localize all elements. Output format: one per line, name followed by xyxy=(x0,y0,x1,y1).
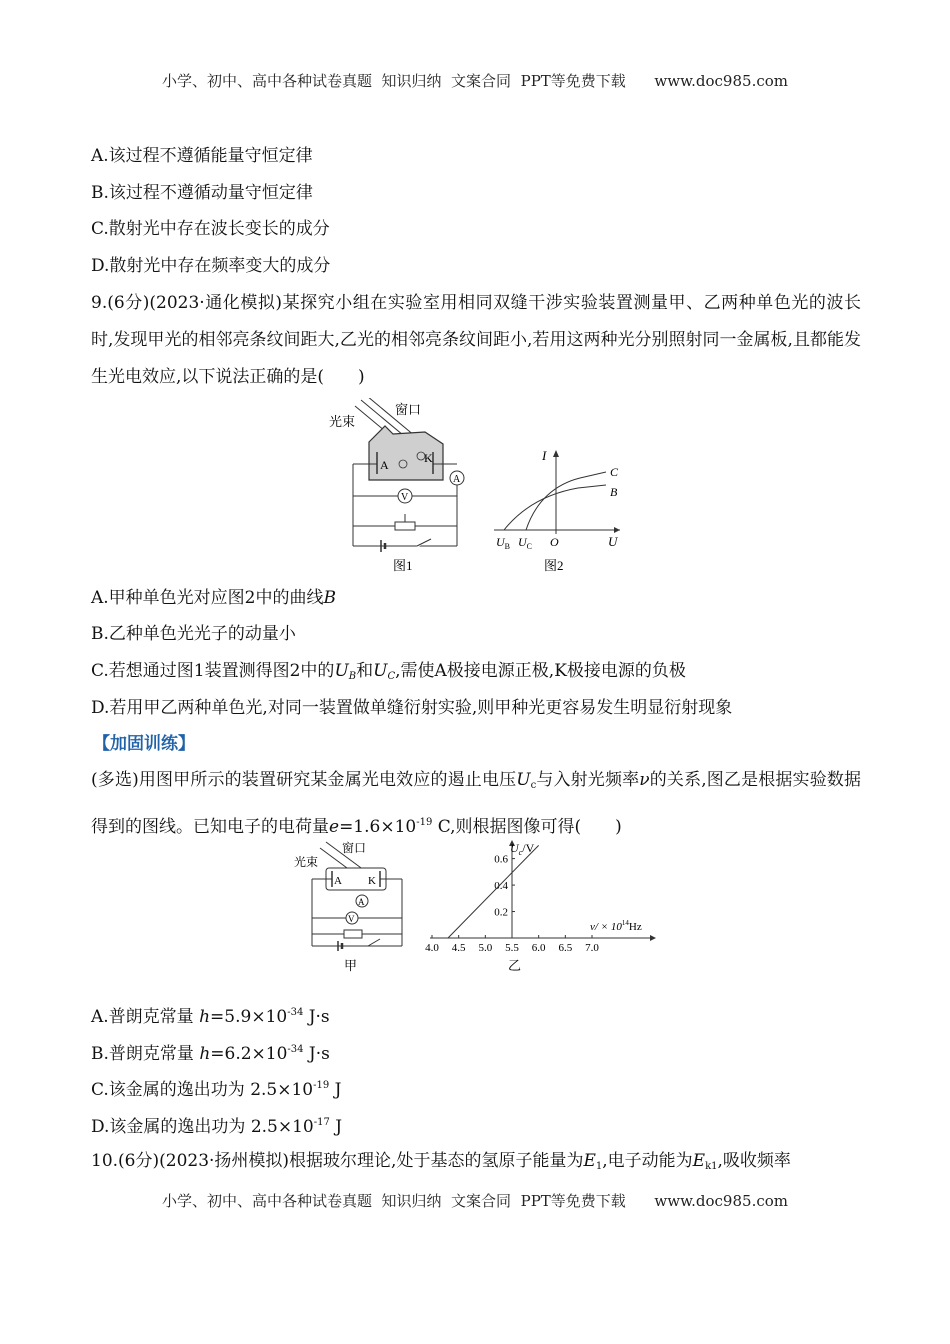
reinforce-option-b: B.普朗克常量 $h=6.2\times 10^{-34}$ J·s xyxy=(91,1044,330,1064)
x-tick-label: 6.0 xyxy=(531,942,546,954)
q9-figure-1 xyxy=(325,398,475,576)
cathode-label: K xyxy=(424,451,433,465)
x-tick-label: 4.5 xyxy=(451,942,466,954)
x-axis-label: $\nu/ \times 10^{14}Hz$ xyxy=(590,919,642,933)
q9-option-b: B.乙种单色光光子的动量小 xyxy=(91,624,296,644)
reinforce-option-d: D.该金属的逸出功为 $2.5\times 10^{-17}$ J xyxy=(91,1117,343,1137)
uc-label: $U_C$ xyxy=(518,535,533,551)
uc-frequency-chart xyxy=(420,838,660,978)
curve-c-label: C xyxy=(610,465,619,479)
q10-stem: 10.(6分)(2023·扬州模拟)根据玻尔理论,处于基态的氢原子能量为$E_1$,电子动能为$E_{k1}$,吸收频率 xyxy=(91,1151,791,1172)
anode-label: A xyxy=(334,875,342,887)
reinforce-option-a: A.普朗克常量 $h=5.9\times 10^{-34}$ J·s xyxy=(91,1007,330,1027)
ub-label: $U_B$ xyxy=(496,535,511,551)
voltmeter-label: V xyxy=(348,914,355,924)
anode-label: A xyxy=(380,458,389,472)
ammeter-label: A xyxy=(453,474,461,485)
x-axis-arrow xyxy=(650,935,656,941)
y-axis-label: $U_c/V$ xyxy=(510,841,535,857)
q9-figure-2 xyxy=(490,448,630,578)
i-axis-label: I xyxy=(542,448,547,463)
y-tick-label: 0.6 xyxy=(494,853,508,866)
q9-option-d: D.若用甲乙两种单色光,对同一装置做单缝衍射实验,则甲种光更容易发生明显衍射现象 xyxy=(91,698,733,718)
origin-label: O xyxy=(550,535,559,549)
curve-b xyxy=(504,485,606,530)
light-beam-label: 光束 xyxy=(294,855,319,869)
page-header: 小学、初中、高中各种试卷真题 知识归纳 文案合同 PPT等免费下载 www.doc985.com xyxy=(161,72,788,90)
figure-2-caption: 图2 xyxy=(544,558,564,573)
reinforce-option-c: C.该金属的逸出功为 $2.5\times 10^{-19}$ J xyxy=(91,1080,342,1100)
reinforce-title: 【加固训练】 xyxy=(93,734,195,754)
cathode-label: K xyxy=(368,875,376,887)
figure-1-caption: 图1 xyxy=(393,558,413,573)
light-beam-label: 光束 xyxy=(329,414,356,429)
y-tick-label: 0.4 xyxy=(494,880,508,893)
x-tick-label: 4.0 xyxy=(425,942,439,954)
q8-option-a: A.该过程不遵循能量守恒定律 xyxy=(91,146,313,166)
voltmeter-label: V xyxy=(401,492,409,503)
switch-icon xyxy=(417,539,431,546)
x-tick-label: 5.0 xyxy=(478,942,493,954)
x-tick-label: 7.0 xyxy=(585,942,599,954)
u-axis-arrow xyxy=(614,527,620,533)
i-axis-arrow xyxy=(553,450,559,457)
reinforce-figure-jia xyxy=(292,838,412,978)
switch-icon xyxy=(368,939,380,946)
curve-b-label: B xyxy=(610,485,618,499)
figure-jia-caption: 甲 xyxy=(344,958,358,973)
ammeter-label: A xyxy=(358,897,365,907)
u-axis-label: U xyxy=(608,534,618,549)
reinforce-stem: (多选)用图甲所示的装置研究某金属光电效应的遏止电压$U_c$与入射光频率ν的关系,图乙是根据实验数据得到的图线。已知电子的电荷量$e=1.6\times 10^{-19}$ C,则根据图像可得( ) xyxy=(91,770,862,837)
rheostat-icon xyxy=(395,522,415,530)
q8-option-b: B.该过程不遵循动量守恒定律 xyxy=(91,183,313,203)
x-tick-label: 6.5 xyxy=(558,942,573,954)
q8-option-d: D.散射光中存在频率变大的成分 xyxy=(91,256,331,276)
q9-stem: 9.(6分)(2023·通化模拟)某探究小组在实验室用相同双缝干涉实验装置测量甲、乙两种单色光的波长时,发现甲光的相邻亮条纹间距大,乙光的相邻亮条纹间距小,若用这两种光分别照射同一金属板,且都能发生光电效应,以下说法正确的是( ) xyxy=(91,293,861,387)
window-label: 窗口 xyxy=(395,402,422,417)
page-footer: 小学、初中、高中各种试卷真题 知识归纳 文案合同 PPT等免费下载 www.doc985.com xyxy=(161,1192,788,1210)
q9-option-a: A.甲种单色光对应图2中的曲线B xyxy=(91,588,336,608)
y-tick-label: 0.2 xyxy=(494,906,508,919)
window-label: 窗口 xyxy=(342,841,367,855)
figure-yi-caption: 乙 xyxy=(508,958,522,973)
x-tick-label: 5.5 xyxy=(505,942,519,954)
rheostat-icon xyxy=(344,930,362,938)
q8-option-c: C.散射光中存在波长变长的成分 xyxy=(91,219,330,239)
q9-option-c: C.若想通过图1装置测得图2中的$U_B$和$U_C$,需使A极接电源正极,K极接电源的负极 xyxy=(91,661,686,682)
